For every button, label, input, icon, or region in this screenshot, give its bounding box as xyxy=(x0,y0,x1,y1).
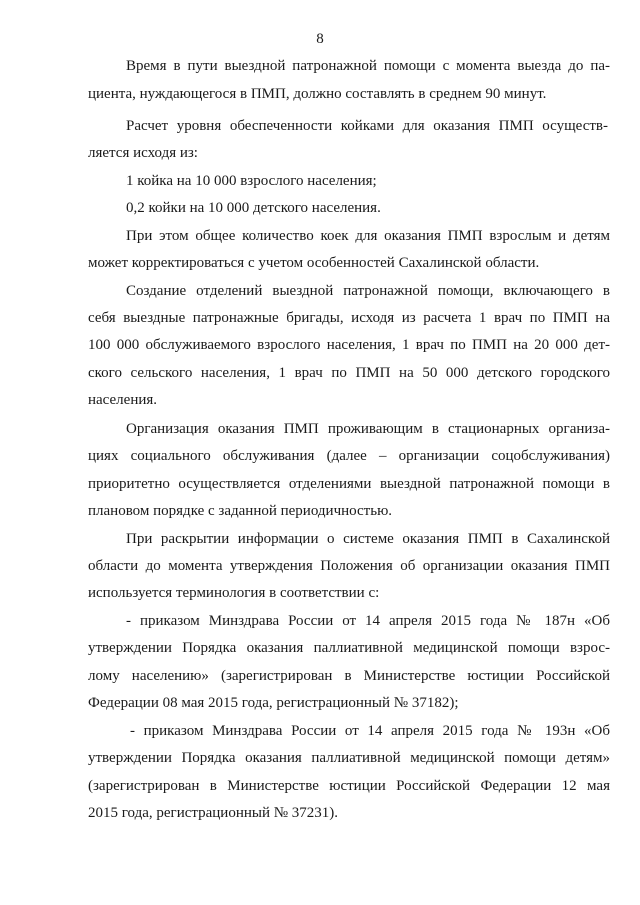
text-line: (зарегистрирован в Министерстве юстиции Российской Федерации 12 мая xyxy=(88,778,610,794)
text-line: Время в пути выездной патронажной помощи с момента выезда до па- xyxy=(126,58,610,74)
text-line: 100 000 обслуживаемого взрослого населения, 1 врач по ПМП на 20 000 дет- xyxy=(88,337,610,353)
text-line: населения. xyxy=(88,392,158,408)
page-number: 8 xyxy=(316,31,324,47)
text-line: Организация оказания ПМП проживающим в стационарных организа- xyxy=(126,421,610,437)
text-line: При этом общее количество коек для оказания ПМП взрослым и детям xyxy=(126,228,610,244)
text-line: ляется исходя из: xyxy=(88,145,198,161)
text-line: Федерации 08 мая 2015 года, регистрационный № 37182); xyxy=(88,695,459,711)
text-line: При раскрытии информации о системе оказания ПМП в Сахалинской xyxy=(126,531,610,547)
text-line: ского сельского населения, 1 врач по ПМП на 50 000 детского городского xyxy=(88,365,610,381)
text-line: используется терминология в соответствии с: xyxy=(88,585,380,601)
text-line: приоритетно осуществляется отделениями выездной патронажной помощи в xyxy=(88,476,610,492)
text-line: утверждении Порядка оказания паллиативной медицинской помощи детям» xyxy=(88,750,610,766)
text-line: области до момента утверждения Положения об организации оказания ПМП xyxy=(88,558,610,574)
text-line: может корректироваться с учетом особенностей Сахалинской области. xyxy=(88,255,540,271)
text-line: циях социального обслуживания (далее – организации соцобслуживания) xyxy=(88,448,610,464)
text-line: - приказом Минздрава России от 14 апреля 2015 года № 187н «Об xyxy=(126,613,610,629)
text-line: лому населению» (зарегистрирован в Министерстве юстиции Российской xyxy=(88,668,610,684)
text-line: 2015 года, регистрационный № 37231). xyxy=(88,805,339,821)
text-line: 1 койка на 10 000 взрослого населения; xyxy=(126,173,377,189)
text-line: циента, нуждающегося в ПМП, должно составлять в среднем 90 минут. xyxy=(88,86,547,102)
text-line: 0,2 койки на 10 000 детского населения. xyxy=(126,200,381,216)
text-line: Создание отделений выездной патронажной помощи, включающего в xyxy=(126,283,610,299)
text-line: - приказом Минздрава России от 14 апреля 2015 года № 193н «Об xyxy=(130,723,610,739)
text-line: плановом порядке с заданной периодичностью. xyxy=(88,503,393,519)
text-line: себя выездные патронажные бригады, исходя из расчета 1 врач по ПМП на xyxy=(88,310,610,326)
text-line: утверждении Порядка оказания паллиативной медицинской помощи взрос- xyxy=(88,640,610,656)
text-line: Расчет уровня обеспеченности койками для оказания ПМП осуществ- xyxy=(126,118,608,134)
